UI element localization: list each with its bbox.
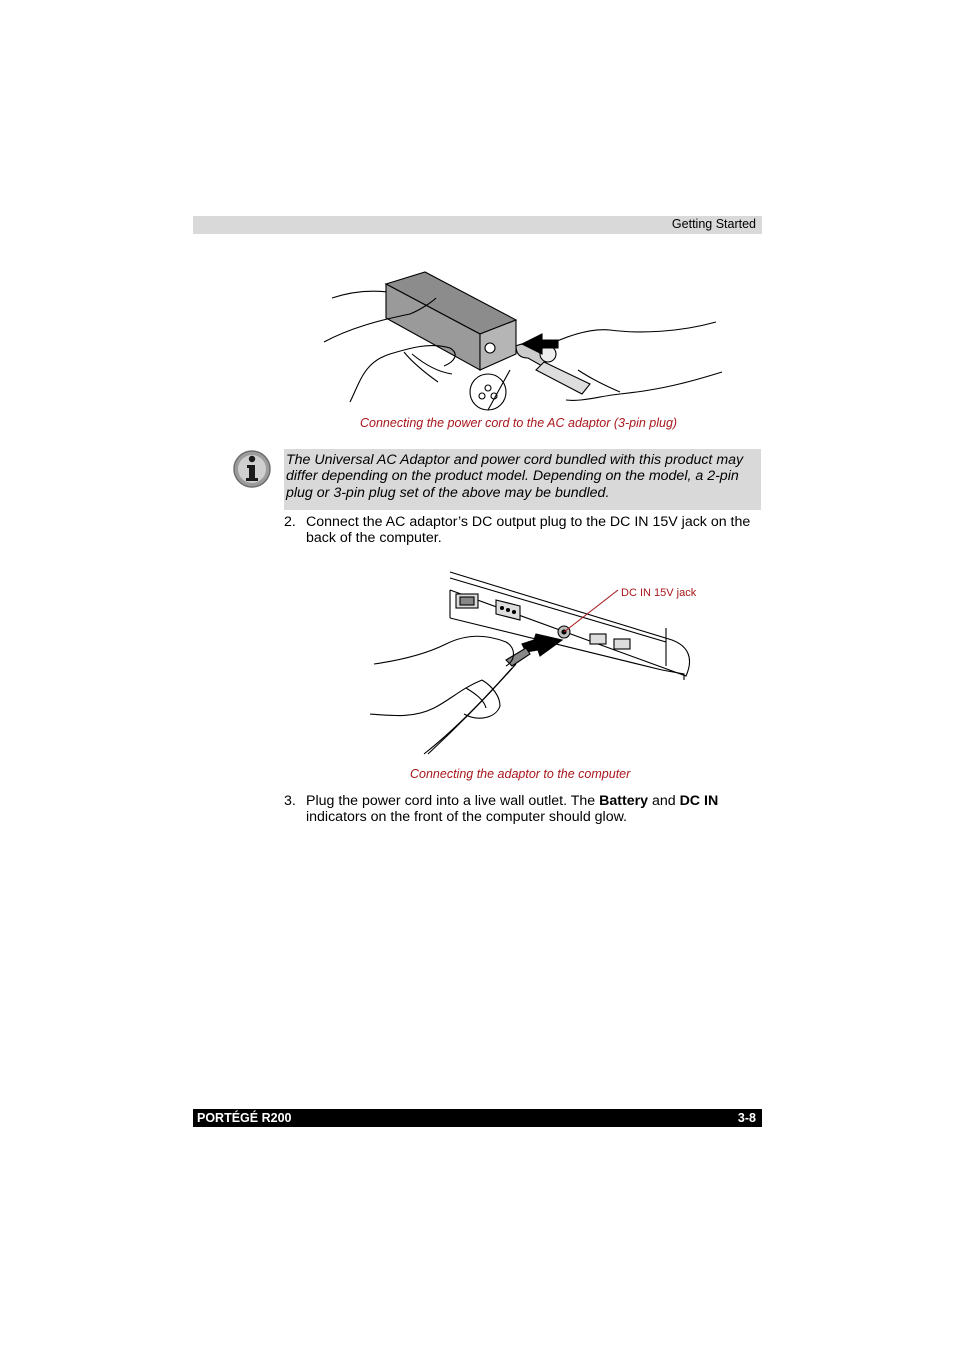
product-name: PORTÉGÉ R200 bbox=[197, 1111, 292, 1125]
step-3 bbox=[284, 793, 762, 827]
step-3-text-after: indicators on the front of the computer should glow. bbox=[306, 809, 627, 826]
step-3-text-before: Plug the power cord into a live wall outlet. The bbox=[306, 793, 600, 809]
dc-in-label: DC IN bbox=[679, 793, 719, 809]
step-2 bbox=[284, 514, 762, 548]
note-box bbox=[284, 449, 761, 510]
page-header-bar bbox=[193, 216, 762, 234]
step-3-number: 3. bbox=[284, 793, 296, 809]
battery-label: Battery bbox=[599, 793, 648, 809]
note-text: The Universal AC Adaptor and power cord bundled with this product may differ depending on the product model. Depending on the model, a 2-pin plug or 3-pin plug set of the above may be bundled. bbox=[286, 452, 744, 501]
info-icon bbox=[232, 449, 272, 489]
step-2-number: 2. bbox=[284, 514, 296, 530]
figure1-caption: Connecting the power cord to the AC adaptor (3-pin plug) bbox=[360, 416, 678, 430]
step-3-text bbox=[306, 793, 762, 826]
page-footer-bar bbox=[193, 1109, 762, 1127]
figure2-caption: Connecting the adaptor to the computer bbox=[410, 767, 631, 781]
page-number: 3-8 bbox=[737, 1111, 756, 1125]
step-2-text: Connect the AC adaptor’s DC output plug to the DC IN 15V jack on the back of the computer. bbox=[306, 514, 751, 547]
section-title: Getting Started bbox=[671, 217, 756, 231]
dc-in-callout: DC IN 15V jack bbox=[621, 587, 697, 599]
ac-adaptor-illustration bbox=[320, 262, 730, 414]
step-3-text-mid: and bbox=[648, 793, 680, 809]
